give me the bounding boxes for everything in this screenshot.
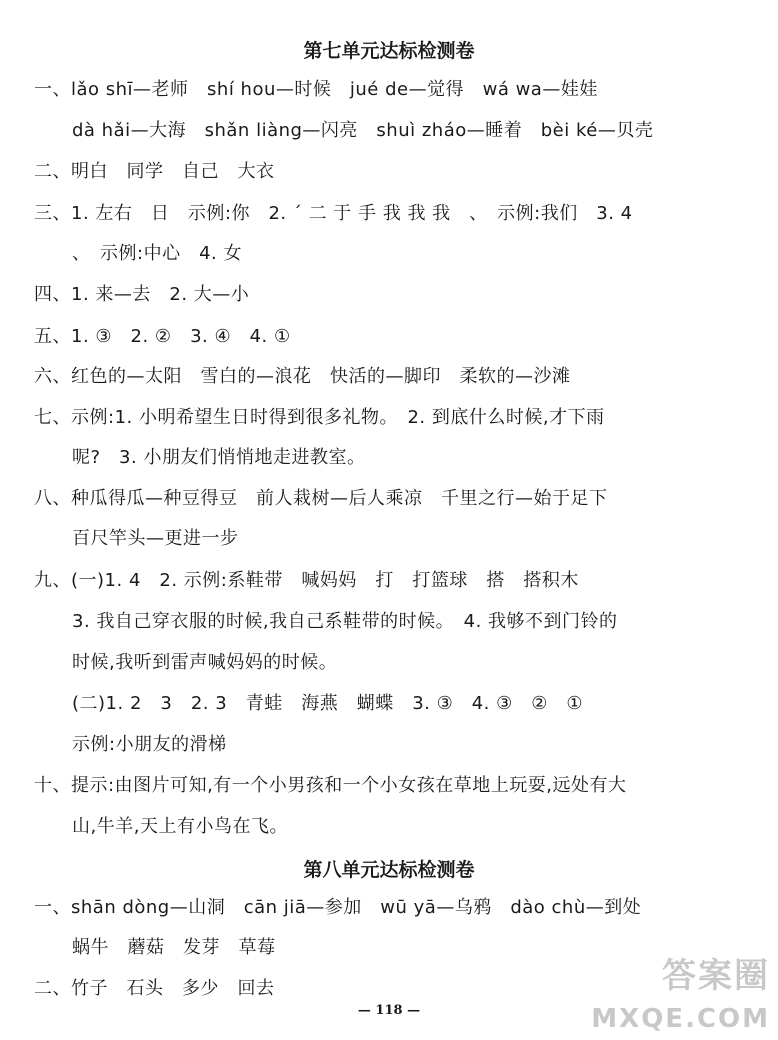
watermark-logo: 答案圈	[662, 956, 770, 996]
unit7-line-14: 3. 我自己穿衣服的时候,我自己系鞋带的时候。 4. 我够不到门铃的	[72, 611, 618, 632]
unit7-line-19: 山,牛羊,天上有小鸟在飞。	[72, 816, 288, 837]
unit7-line-17: 示例:小朋友的滑梯	[72, 734, 227, 755]
unit7-line-12: 百尺竿头—更进一步	[72, 528, 239, 549]
unit8-line-3: 二、竹子 石头 多少 回去	[34, 978, 275, 999]
unit7-line-10: 呢? 3. 小朋友们悄悄地走进教室。	[72, 447, 366, 468]
unit7-line-5: 、 示例:中心 4. 女	[72, 243, 242, 264]
unit7-line-11: 八、种瓜得瓜—种豆得豆 前人栽树—后人乘凉 千里之行—始于足下	[34, 488, 608, 509]
unit8-line-1: 一、shān dòng—山洞 cān jiā—参加 wū yā—乌鸦 dào chù—到处	[34, 897, 642, 918]
unit8-line-2: 蜗牛 蘑菇 发芽 草莓	[72, 937, 276, 958]
unit7-line-1: 一、lǎo shī—老师 shí hou—时候 jué de—觉得 wá wa—娃娃	[34, 79, 598, 100]
unit7-line-6: 四、1. 来—去 2. 大—小	[34, 284, 250, 305]
unit7-line-8: 六、红色的—太阳 雪白的—浪花 快活的—脚印 柔软的—沙滩	[34, 366, 571, 387]
unit7-line-18: 十、提示:由图片可知,有一个小男孩和一个小女孩在草地上玩耍,远处有大	[34, 775, 627, 796]
unit8-title: 第八单元达标检测卷	[303, 859, 475, 881]
page-number: — 118 —	[357, 1003, 421, 1018]
unit7-line-7: 五、1. ③ 2. ② 3. ④ 4. ①	[34, 326, 291, 347]
watermark-url: MXQE.COM	[591, 1004, 770, 1034]
unit7-line-13: 九、(一)1. 4 2. 示例:系鞋带 喊妈妈 打 打篮球 搭 搭积木	[34, 570, 579, 591]
unit7-title: 第七单元达标检测卷	[303, 40, 475, 62]
unit7-line-16: (二)1. 2 3 2. 3 青蛙 海燕 蝴蝶 3. ③ 4. ③ ② ①	[72, 693, 584, 714]
unit7-line-15: 时候,我听到雷声喊妈妈的时候。	[72, 652, 338, 673]
unit7-line-4: 三、1. 左右 日 示例:你 2. ˊ 二 于 手 我 我 我 、 示例:我们 3. 4	[34, 203, 633, 224]
unit7-line-2: dà hǎi—大海 shǎn liàng—闪亮 shuì zháo—睡着 bèi ké—贝壳	[72, 120, 654, 141]
unit7-line-3: 二、明白 同学 自己 大衣	[34, 161, 275, 182]
unit7-line-9: 七、示例:1. 小明希望生日时得到很多礼物。 2. 到底什么时候,才下雨	[34, 407, 605, 428]
